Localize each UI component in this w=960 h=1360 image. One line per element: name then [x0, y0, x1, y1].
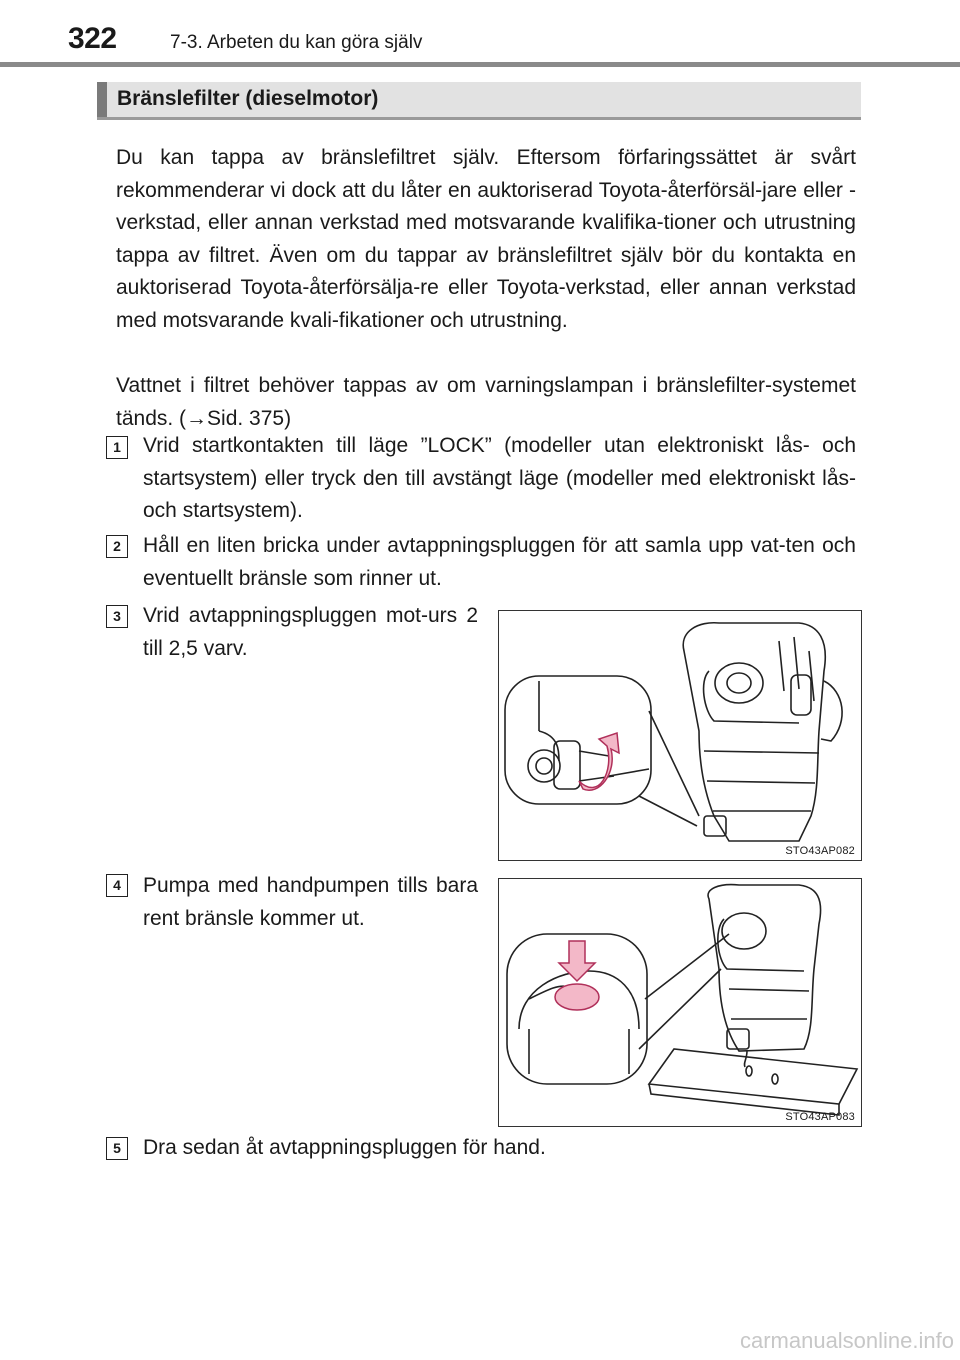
figure-drain-plug	[498, 610, 862, 861]
hand-pump-illustration	[499, 879, 860, 1125]
rotate-arrow-icon	[579, 733, 619, 790]
chapter-title: 7-3. Arbeten du kan göra själv	[170, 32, 423, 53]
step-4-text: Pumpa med handpumpen tills bara rent bränsle kommer ut.	[143, 874, 478, 930]
section-header	[97, 82, 861, 120]
figure-2-code: STO43AP083	[785, 1111, 855, 1123]
drain-plug-illustration	[499, 611, 860, 859]
water-note-paragraph: Vattnet i filtret behöver tappas av om varningslampan i bränslefilter-systemet tänds. (→Sid. 375)	[116, 374, 856, 430]
figure-1-code: STO43AP082	[785, 845, 855, 857]
step-5-badge: 5	[106, 1137, 128, 1160]
pump-button-icon	[555, 984, 599, 1010]
step-2-text: Håll en liten bricka under avtappningspluggen för att samla upp vat-ten och eventuellt bränsle som rinner ut.	[143, 534, 856, 590]
header-rule	[0, 62, 960, 67]
intro-paragraph: Du kan tappa av bränslefiltret själv. Eftersom förfaringssättet är svårt rekommenderar vi dock att du låter en auktoriserad Toyota-återförsäl-jare eller -verkstad, eller annan verkstad med motsvarande kvalifika-tioner och utrustning tappa av filtret. Även om du tappar av bränslefiltret själv bör du kontakta en auktoriserad Toyota-återförsälja-re eller Toyota-verkstad, eller annan verkstad med motsvarande kvali-fikationer och utrustning.	[116, 146, 856, 332]
watermark: carmanualsonline.info	[739, 1328, 954, 1353]
section-edge	[97, 82, 107, 117]
step-1-badge: 1	[106, 436, 128, 459]
section-title: Bränslefilter (dieselmotor)	[117, 87, 379, 110]
step-4-badge: 4	[106, 874, 128, 897]
page-number: 322	[68, 22, 117, 55]
figure-hand-pump	[498, 878, 862, 1127]
step-3-badge: 3	[106, 605, 128, 628]
step-2-badge: 2	[106, 535, 128, 558]
step-3-text: Vrid avtappningspluggen mot-urs 2 till 2,5 varv.	[143, 604, 478, 660]
step-1-text: Vrid startkontakten till läge ”LOCK” (modeller utan elektroniskt lås- och startsystem) eller tryck den till avstängt läge (modeller med elektroniskt lås- och startsystem).	[143, 434, 856, 522]
step-5-text: Dra sedan åt avtappningspluggen för hand.	[143, 1136, 546, 1159]
